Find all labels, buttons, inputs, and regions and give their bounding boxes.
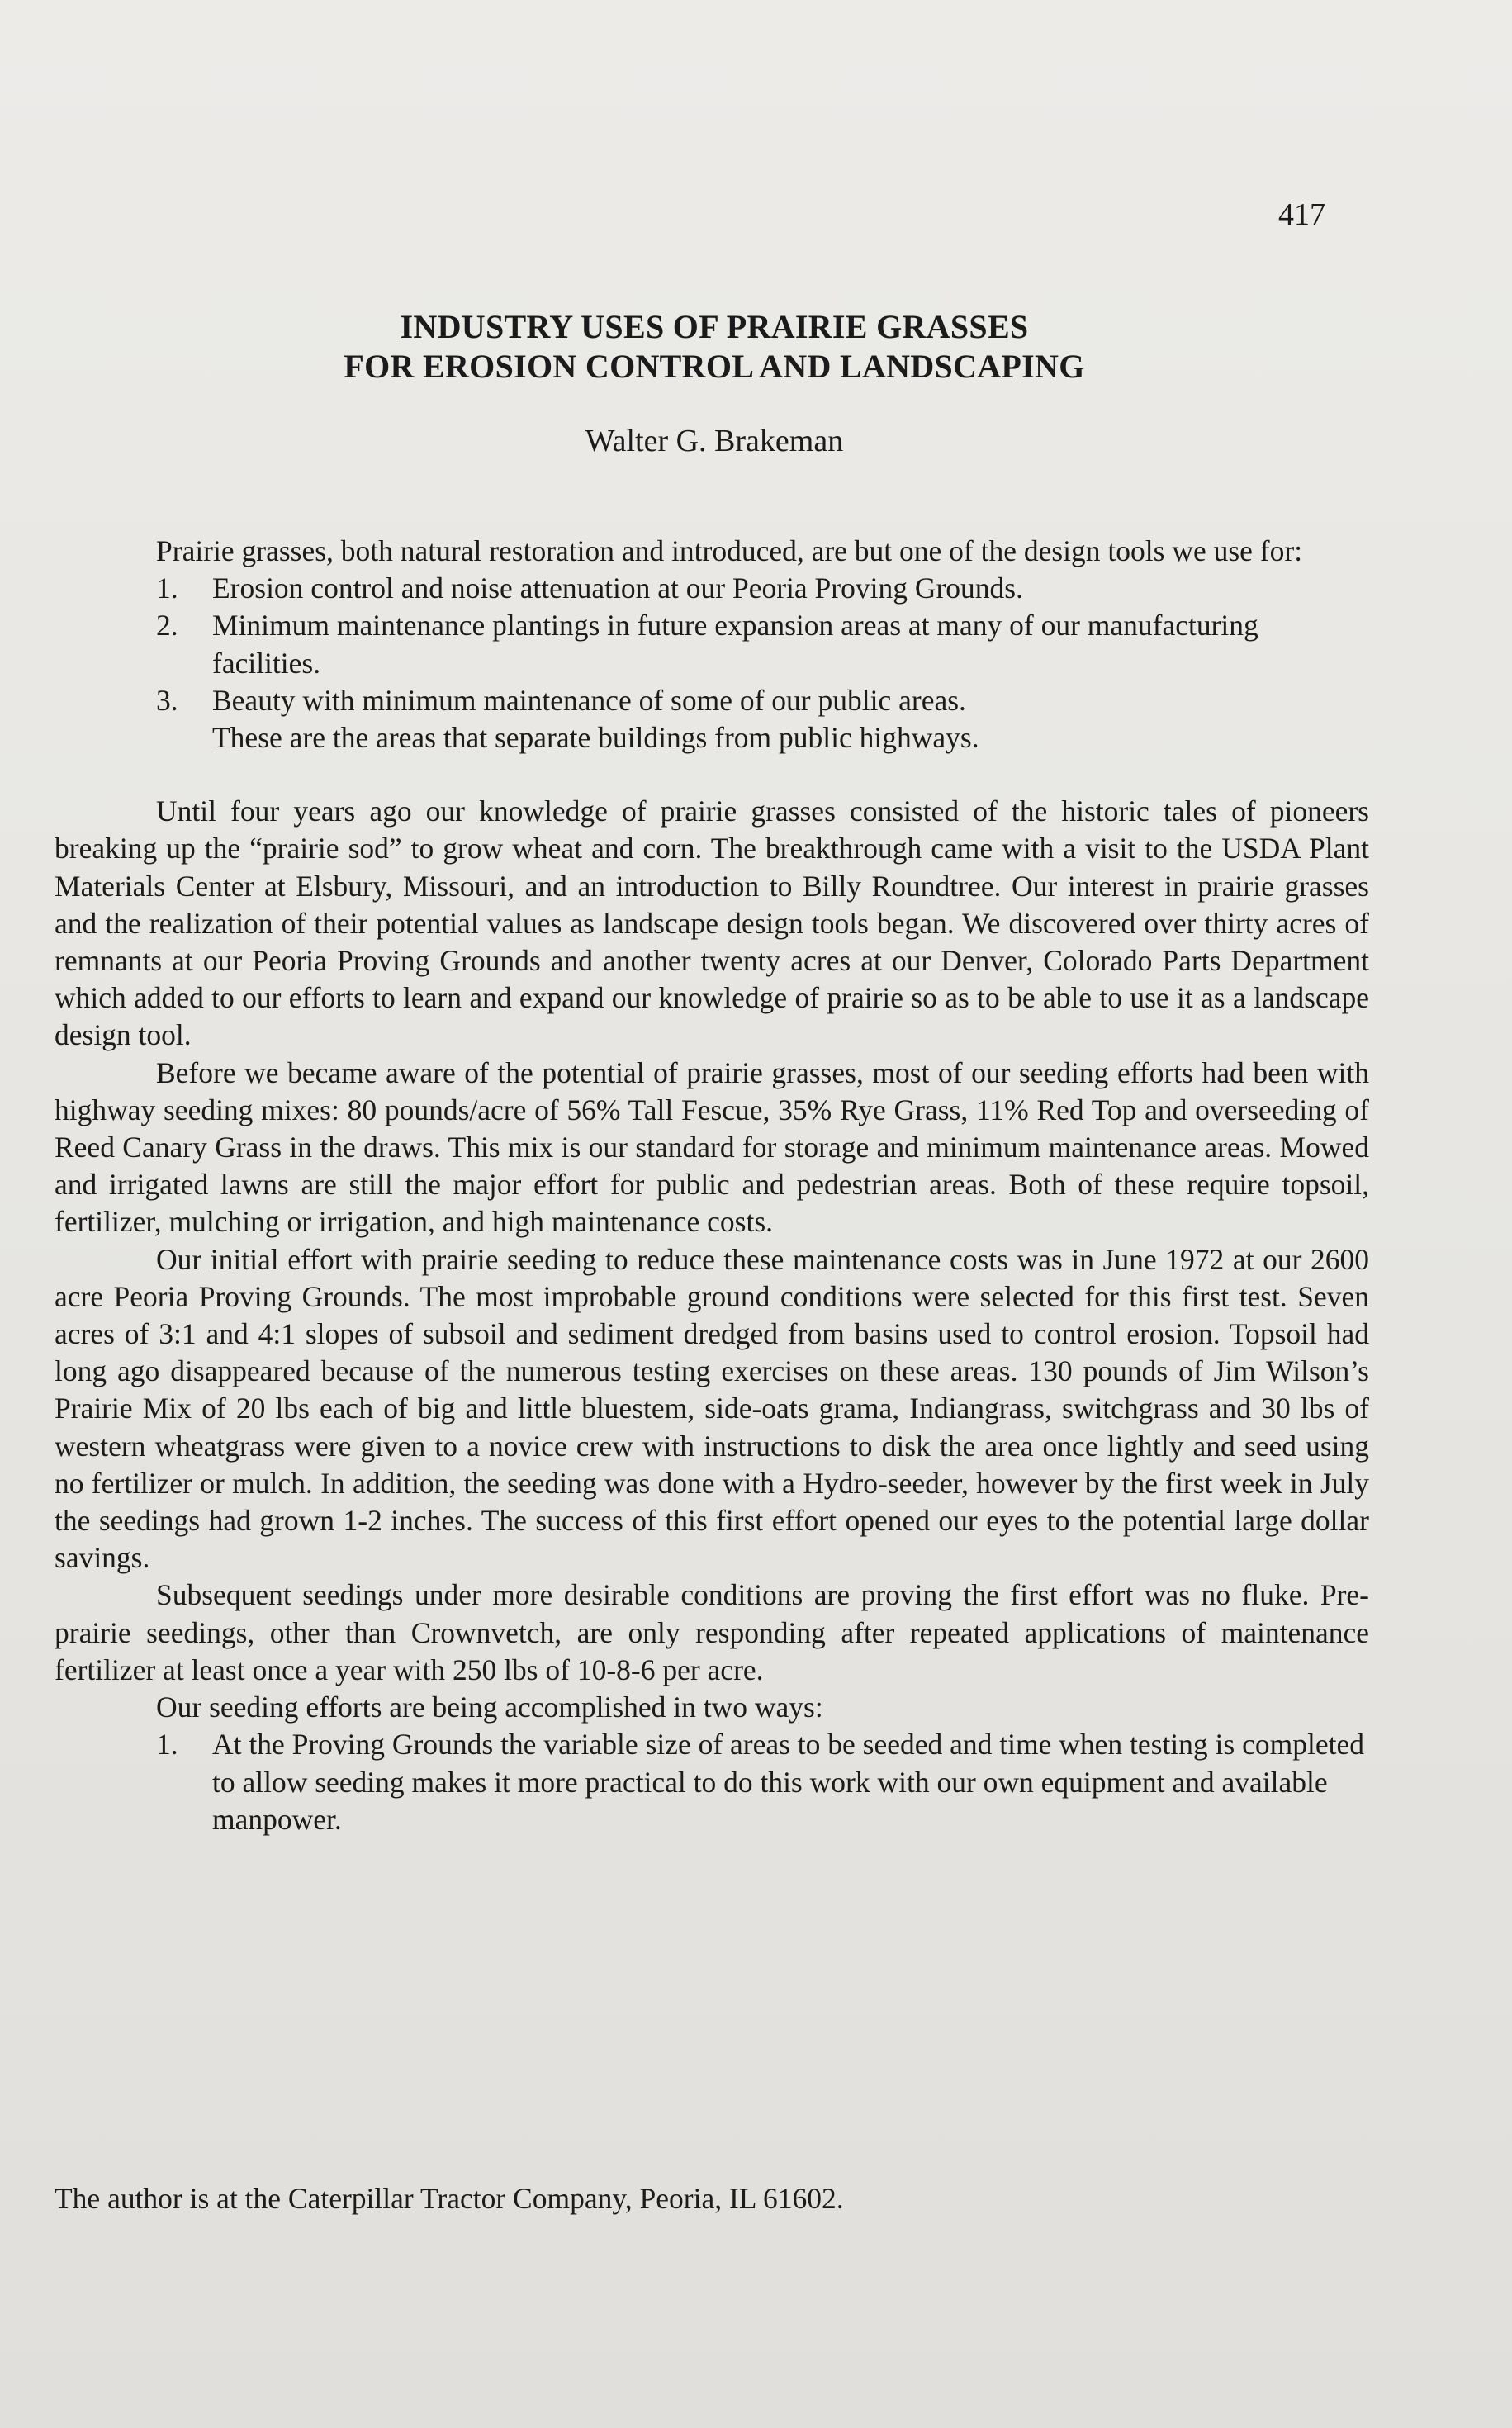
ways-list-item: [55, 1726, 1369, 1838]
author-name: Walter G. Brakeman: [585, 424, 844, 458]
author-affiliation-footnote: The author is at the Caterpillar Tractor Company, Peoria, IL 61602.: [55, 2182, 844, 2215]
list-text: At the Proving Grounds the variable size of areas to be seeded and time when testing is completed to allow seeding makes it more practical to do this work with our own equipment and available manpower.: [212, 1728, 1364, 1836]
list-number: 3.: [156, 683, 178, 717]
list-number: 1.: [156, 1728, 178, 1762]
article-title: [0, 307, 1429, 386]
uses-list-item: [55, 570, 1369, 607]
ways-list: [55, 1726, 1369, 1838]
page-number: 417: [1278, 197, 1325, 232]
list-number: 2.: [156, 609, 178, 643]
list-number: 1.: [156, 571, 178, 605]
intro-paragraph: Prairie grasses, both natural restoration and introduced, are but one of the design tools we use for:: [156, 534, 1303, 567]
uses-note: These are the areas that separate buildings from public highways.: [212, 721, 979, 755]
paragraph-seeding-mixes: Before we became aware of the potential of prairie grasses, most of our seeding efforts had been with highway seeding mixes: 80 pounds/acre of 56% Tall Fescue, 35% Rye Grass, 11% Red Top and overseeding of Reed Canary Grass in the draws. This mix is our standard for storage and minimum maintenance areas. Mowed and irrigated lawns are still the major effort for public and pedestrian areas. Both of these require topsoil, fertilizer, mulching or irrigation, and high maintenance costs.: [55, 1055, 1369, 1239]
paragraph-two-ways: Our seeding efforts are being accomplished in two ways:: [156, 1691, 823, 1724]
paragraph-knowledge: Until four years ago our knowledge of prairie grasses consisted of the historic tales of pioneers breaking up the “prairie sod” to grow wheat and corn. The breakthrough came with a visit to the USDA Plant Materials Center at Elsbury, Missouri, and an introduction to Billy Roundtree. Our interest in prairie grasses and the realization of their potential values as landscape design tools began. We discovered over thirty acres of remnants at our Peoria Proving Grounds and another twenty acres at our Denver, Colorado Parts Department which added to our efforts to learn and expand our knowledge of prairie so as to be able to use it as a landscape design tool.: [55, 794, 1369, 1052]
article-body: [55, 533, 1369, 1838]
paragraph-initial-effort: Our initial effort with prairie seeding to reduce these maintenance costs was in June 1972 at our 2600 acre Peoria Proving Grounds. The most improbable ground conditions were selected for this first test. Seven acres of 3:1 and 4:1 slopes of subsoil and sediment dredged from basins used to control erosion. Topsoil had long ago disappeared because of the numerous testing exercises on these areas. 130 pounds of Jim Wilson’s Prairie Mix of 20 lbs each of big and little bluestem, side-oats grama, Indiangrass, switchgrass and 30 lbs of western wheatgrass were given to a novice crew with instructions to disk the area once lightly and seed using no fertilizer or mulch. In addition, the seeding was done with a Hydro-seeder, however by the first week in July the seedings had grown 1-2 inches. The success of this first effort opened our eyes to the potential large dollar savings.: [55, 1242, 1369, 1575]
uses-list: [55, 570, 1369, 719]
list-text: Minimum maintenance plantings in future expansion areas at many of our manufacturing facilities.: [212, 609, 1258, 680]
title-line-2: FOR EROSION CONTROL AND LANDSCAPING: [344, 348, 1085, 385]
paragraph-subsequent-seedings: Subsequent seedings under more desirable conditions are proving the first effort was no fluke. Pre-prairie seedings, other than Crownvetch, are only responding after repeated applications of maintenance fertilizer at least once a year with 250 lbs of 10-8-6 per acre.: [55, 1578, 1369, 1686]
uses-list-item: [55, 607, 1369, 681]
list-text: Beauty with minimum maintenance of some of our public areas.: [212, 683, 966, 717]
uses-list-item: [55, 682, 1369, 719]
title-line-1: INDUSTRY USES OF PRAIRIE GRASSES: [400, 308, 1029, 345]
list-text: Erosion control and noise attenuation at our Peoria Proving Grounds.: [212, 571, 1023, 605]
